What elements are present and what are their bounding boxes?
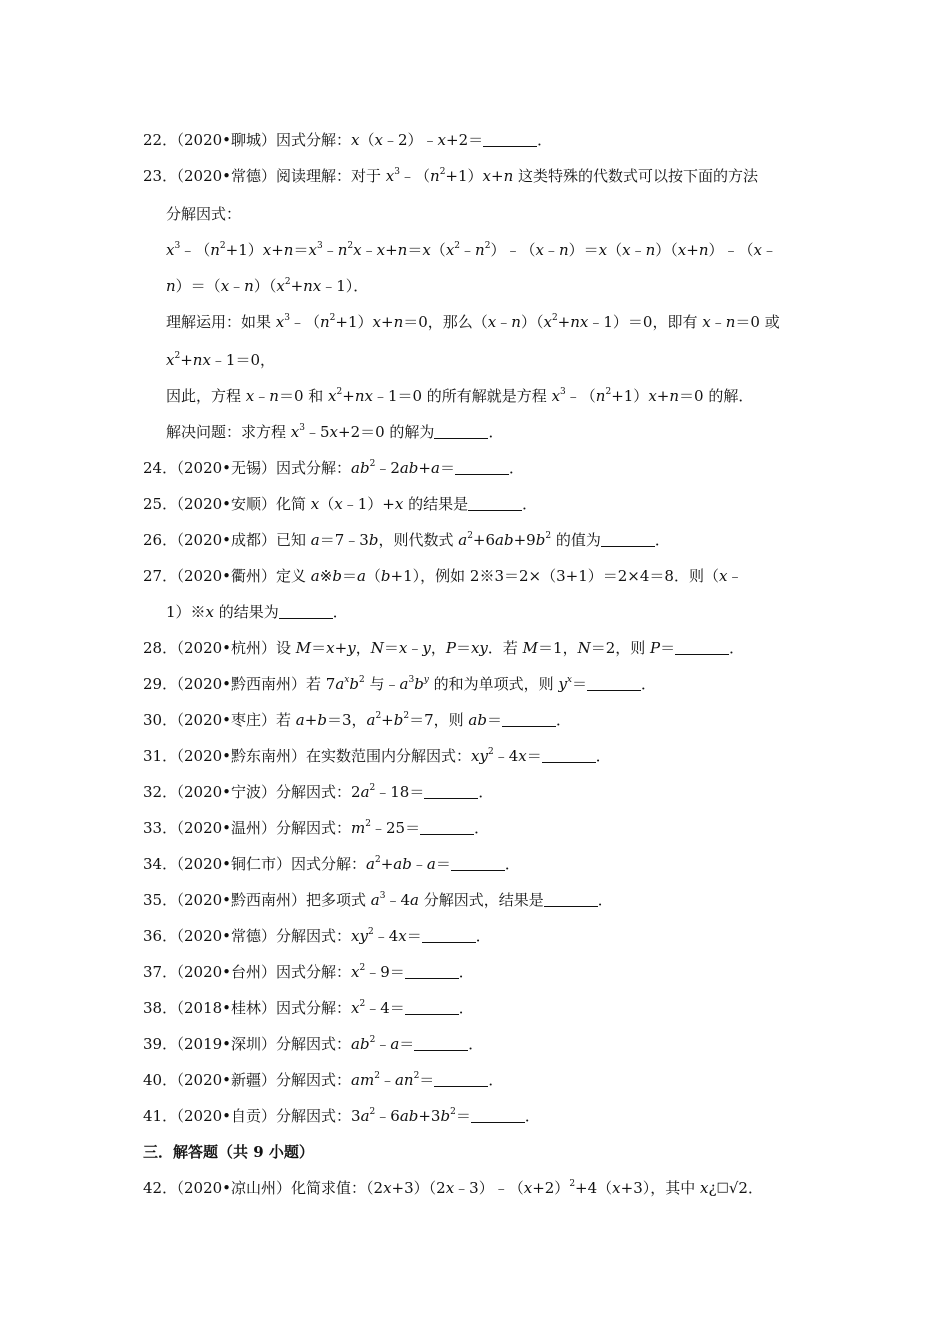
math-variable: x — [518, 747, 527, 765]
superscript — [424, 675, 429, 685]
math-variable: n — [166, 277, 176, 295]
math-variable: x — [535, 241, 544, 259]
math-variable: n — [669, 387, 680, 405]
math-variable: n — [725, 313, 736, 331]
math-variable: x — [482, 167, 492, 185]
question-continuation — [166, 240, 777, 260]
math-variable: n — [475, 241, 485, 259]
superscript: 3 — [174, 241, 181, 251]
math-variable: n — [397, 241, 408, 259]
math-variable: x — [487, 313, 497, 331]
math-variable: n — [337, 241, 348, 259]
math-variable: x — [445, 241, 455, 259]
math-variable: x — [543, 313, 552, 331]
question-number: 37． — [143, 963, 178, 981]
math-variable: nx — [192, 351, 211, 369]
answer-blank — [468, 496, 522, 511]
math-variable: a — [458, 531, 468, 549]
question-line — [143, 1034, 483, 1054]
math-variable: n — [393, 313, 404, 331]
superscript: 2 — [403, 711, 410, 721]
math-variable: N — [370, 639, 384, 657]
question-number: 34． — [143, 855, 178, 873]
question-number: 42． — [143, 1179, 178, 1197]
question-continuation — [166, 276, 368, 296]
question-text: （2020•宁波）分解因式：$2a^2﹣18=$ ． — [169, 783, 494, 801]
question-number: 41． — [143, 1107, 178, 1125]
question-number: 40． — [143, 1071, 178, 1089]
question-continuation — [166, 422, 503, 442]
math-variable: nx — [570, 313, 589, 331]
math-variable: x — [566, 675, 572, 685]
answer-blank — [542, 748, 596, 763]
math-variable: n — [595, 387, 606, 405]
answer-blank — [675, 640, 729, 655]
question-number: 25． — [143, 495, 178, 513]
math-variable: x — [329, 423, 338, 441]
answer-blank — [424, 784, 478, 799]
answer-blank — [422, 928, 476, 943]
question-number: 39． — [143, 1035, 178, 1053]
answer-blank — [502, 712, 556, 727]
math-variable: x — [220, 277, 230, 295]
superscript: 2 — [369, 459, 376, 469]
math-variable: x — [398, 639, 408, 657]
math-variable: n — [558, 241, 569, 259]
math-variable: x — [383, 1179, 392, 1197]
math-variable: x — [398, 927, 407, 945]
math-variable: x — [445, 1179, 455, 1197]
superscript: 2 — [174, 351, 181, 361]
question-text: 解决问题：求方程 $x^3﹣5x+2=0$ 的解为 ． — [166, 423, 504, 441]
superscript: 2 — [219, 241, 226, 251]
math-variable: b — [414, 675, 424, 693]
question-number: 35． — [143, 891, 178, 909]
superscript — [567, 675, 572, 685]
question-line — [143, 166, 758, 186]
superscript: 2 — [336, 387, 343, 397]
math-variable: xy — [351, 927, 368, 945]
math-variable: n — [244, 277, 254, 295]
math-variable: M — [295, 639, 312, 657]
answer-blank — [544, 892, 598, 907]
superscript: 2 — [359, 963, 366, 973]
question-text: 理解运用：如果 $x^3﹣(n^2+1)x+n=0$，那么$(x﹣n)(x^2+nx﹣1)=0$，即有 x﹣n＝0 或 — [166, 313, 780, 331]
math-variable: x — [276, 277, 285, 295]
superscript: 3 — [560, 387, 566, 397]
math-variable: an — [394, 1071, 414, 1089]
math-variable: x — [166, 241, 175, 259]
math-variable: a — [335, 675, 345, 693]
superscript: 2 — [359, 999, 366, 1009]
answer-blank — [279, 604, 333, 619]
math-variable: ab — [495, 531, 514, 549]
question-text: （2020•安顺）化简 x（x﹣1）+x 的结果是 ． — [169, 495, 538, 513]
math-variable: x — [372, 313, 381, 331]
question-text: $x^3﹣(n^2+1)x+n=x^3﹣n^2x﹣x+n=x(x^2﹣n^2)﹣(x﹣n)=x(x﹣n)(x+n)﹣(x﹣$ — [166, 241, 777, 259]
question-number: 26． — [143, 531, 178, 549]
question-continuation — [166, 602, 348, 622]
math-variable: a — [310, 531, 320, 549]
math-variable: x — [437, 131, 446, 149]
math-variable: x — [275, 313, 285, 331]
math-variable: x — [422, 241, 431, 259]
question-line — [143, 998, 474, 1018]
math-variable: ab — [351, 1035, 370, 1053]
superscript: 2 — [374, 1071, 380, 1081]
math-variable: x — [700, 1179, 709, 1197]
math-variable: P — [650, 639, 661, 657]
math-variable: xy — [470, 639, 488, 657]
question-line — [143, 1070, 503, 1090]
answer-blank — [587, 676, 641, 691]
answer-blank — [414, 1036, 468, 1051]
math-variable: x — [753, 241, 762, 259]
math-variable: a — [410, 891, 419, 909]
superscript: 2 — [367, 927, 374, 937]
math-variable: n — [269, 387, 279, 405]
superscript: 3 — [408, 675, 415, 685]
math-variable: P — [445, 639, 456, 657]
math-variable: x — [351, 131, 360, 149]
question-number: 36． — [143, 927, 178, 945]
math-variable: b — [393, 711, 404, 729]
question-number: 24． — [143, 459, 178, 477]
question-line — [143, 566, 742, 586]
question-text: （2020•黔西南州）把多项式 $a^3﹣4a$ 分解因式，结果是 ． — [169, 891, 613, 909]
question-text: （2020•新疆）分解因式：$am^2﹣an^2=$ ． — [169, 1071, 504, 1089]
math-variable: b — [349, 675, 359, 693]
question-number: 28． — [143, 639, 178, 657]
math-variable: x — [612, 1179, 621, 1197]
math-variable: a — [370, 891, 380, 909]
question-line — [143, 530, 670, 550]
section-heading: 三．解答题（共 9 小题） — [143, 1143, 314, 1161]
math-variable: a — [426, 855, 436, 873]
superscript: 2 — [374, 855, 381, 865]
math-variable: N — [577, 639, 591, 657]
math-variable: ab — [468, 711, 487, 729]
math-variable: am — [351, 1071, 375, 1089]
superscript: 2 — [439, 167, 446, 177]
superscript: 2 — [487, 747, 494, 757]
answer-blank — [455, 460, 509, 475]
math-variable: xy — [471, 747, 488, 765]
question-text: （2020•黔东南州）在实数范围内分解因式：$xy^2﹣4x=$ ． — [169, 747, 611, 765]
question-continuation — [166, 350, 275, 370]
question-continuation — [166, 312, 780, 332]
math-variable: x — [351, 999, 360, 1017]
question-line — [143, 710, 571, 730]
question-line — [143, 1106, 540, 1126]
math-variable: ab — [399, 459, 419, 477]
math-variable: x — [622, 241, 631, 259]
math-variable: x — [351, 963, 360, 981]
superscript: 2 — [605, 387, 612, 397]
math-variable: x — [551, 387, 561, 405]
math-variable: x — [310, 495, 320, 513]
superscript: 2 — [551, 313, 558, 323]
question-continuation — [166, 204, 241, 224]
question-line — [143, 638, 744, 658]
math-variable: n — [645, 241, 656, 259]
math-variable: x — [328, 387, 337, 405]
superscript: 2 — [450, 1107, 456, 1117]
question-text: （2020•黔西南州）若 $7a^xb^2$ 与$﹣a^3b^y$ 的和为单项式，则 $y^x=$ ． — [169, 675, 657, 693]
question-text: （2020•台州）因式分解：$x^2﹣9=$ ． — [169, 963, 474, 981]
question-continuation — [166, 386, 753, 406]
answer-blank — [405, 964, 459, 979]
math-variable: y — [423, 675, 429, 685]
question-line — [143, 890, 613, 910]
question-text: （2019•深圳）分解因式：$ab^2﹣a=$ ． — [169, 1035, 484, 1053]
superscript: 2 — [454, 241, 461, 251]
math-variable: x — [205, 603, 215, 621]
question-number: 27． — [143, 567, 178, 585]
math-variable: a — [360, 1107, 370, 1125]
math-variable: nx — [354, 387, 373, 405]
question-text: $x^2+nx﹣1=0$， — [166, 351, 275, 369]
question-text: $n)=(x﹣n)(x^2+nx﹣1)$． — [166, 277, 369, 295]
math-variable: x — [385, 167, 395, 185]
math-variable: x — [648, 387, 657, 405]
answer-blank — [483, 132, 537, 147]
math-variable: b — [535, 531, 546, 549]
question-line — [143, 674, 656, 694]
math-variable: x — [702, 313, 711, 331]
superscript: 3 — [299, 423, 305, 433]
question-number: 31． — [143, 747, 178, 765]
answer-blank — [601, 532, 655, 547]
question-line — [143, 782, 493, 802]
superscript: 2 — [369, 1107, 376, 1117]
math-variable: b — [368, 531, 379, 549]
math-variable: x — [598, 241, 608, 259]
question-text: （2020•凉山州）化简求值：$(2x+3)(2x﹣3)﹣(x+2)^2+4(x+3)$，其中 x¿□√2． — [169, 1179, 763, 1197]
superscript: 2 — [284, 277, 291, 287]
math-variable: a — [430, 459, 440, 477]
math-variable: x — [334, 495, 343, 513]
superscript: 2 — [329, 313, 336, 323]
superscript: 2 — [467, 531, 473, 541]
math-variable: b — [332, 567, 342, 585]
question-line — [143, 962, 474, 982]
question-line — [143, 818, 489, 838]
math-variable: a — [366, 855, 375, 873]
question-text: （2020•无锡）因式分解：$ab^2﹣2ab+a=$ ． — [169, 459, 524, 477]
answer-blank — [451, 856, 505, 871]
math-variable: n — [430, 167, 440, 185]
math-variable: a — [390, 1035, 400, 1053]
question-number: 32． — [143, 783, 178, 801]
math-variable: n — [511, 313, 521, 331]
math-variable: x — [353, 241, 362, 259]
question-text: （2020•常德）分解因式：$xy^2﹣4x=$ ． — [169, 927, 491, 945]
math-variable: x — [166, 351, 175, 369]
superscript: 2 — [369, 783, 376, 793]
question-text: 1）※x 的结果为 ． — [166, 603, 348, 621]
math-variable: x — [245, 387, 255, 405]
question-line — [143, 130, 552, 150]
math-variable: n — [503, 167, 514, 185]
question-text: （2020•铜仁市）因式分解：$a^2+ab﹣a=$ ． — [169, 855, 520, 873]
question-text: （2020•杭州）设 M＝x+y，N＝x﹣y，P＝xy．若 M＝1，N＝2，则 P＝ ． — [169, 639, 745, 657]
math-variable: n — [320, 313, 330, 331]
question-number: 22． — [143, 131, 178, 149]
math-variable: ab — [351, 459, 370, 477]
question-line — [143, 494, 537, 514]
superscript: 2 — [375, 711, 382, 721]
answer-blank — [471, 1108, 525, 1123]
math-variable: a — [366, 711, 376, 729]
math-variable: x — [326, 639, 335, 657]
superscript: 2 — [365, 819, 371, 829]
question-text: （2020•常德）阅读理解：对于 $x^3﹣(n^2+1)x+n$ 这类特殊的代数式可以按下面的方法 — [169, 167, 759, 185]
math-variable: m — [351, 819, 366, 837]
math-variable: y — [422, 639, 431, 657]
superscript: 2 — [569, 1179, 576, 1189]
answer-blank — [405, 1000, 459, 1015]
math-variable: n — [283, 241, 294, 259]
question-text: （2020•自贡）分解因式：$3a^2﹣6ab+3b^2=$ ． — [169, 1107, 540, 1125]
math-variable: a — [310, 567, 320, 585]
math-variable: x — [677, 241, 687, 259]
math-variable: a — [295, 711, 305, 729]
question-number: 38． — [143, 999, 178, 1017]
superscript: 3 — [394, 167, 400, 177]
math-variable: n — [210, 241, 220, 259]
question-text: 分解因式： — [166, 205, 242, 223]
question-line — [143, 746, 611, 766]
math-variable: x — [374, 131, 383, 149]
math-variable: b — [440, 1107, 451, 1125]
math-variable: a — [399, 675, 409, 693]
math-variable: b — [317, 711, 327, 729]
superscript: 2 — [413, 1071, 420, 1081]
question-line — [143, 1178, 763, 1198]
math-variable: x — [376, 241, 386, 259]
question-text: （2020•温州）分解因式：$m^2﹣25=$ ． — [169, 819, 490, 837]
superscript: 2 — [347, 241, 354, 251]
math-variable: M — [522, 639, 539, 657]
superscript: 3 — [379, 891, 386, 901]
math-variable: a — [356, 567, 366, 585]
superscript: 2 — [545, 531, 552, 541]
question-number: 29． — [143, 675, 178, 693]
math-variable: y — [347, 639, 356, 657]
math-variable: a — [360, 783, 370, 801]
question-text: 因此，方程 x﹣n＝0 和 $x^2+nx﹣1=0$ 的所有解就是方程 $x^3﹣(n^2+1)x+n=0$ 的解． — [166, 387, 754, 405]
question-line — [143, 458, 524, 478]
superscript: 3 — [316, 241, 323, 251]
question-text: （2020•成都）已知 a＝7﹣3b，则代数式 $a^2+6ab+9b^2$ 的值为 ． — [169, 531, 670, 549]
math-variable: x — [262, 241, 272, 259]
superscript: 3 — [284, 313, 290, 323]
question-text: （2020•衢州）定义 a※b＝a（b+1），例如 2※3＝2×（3+1）＝2×4＝8．则（x﹣ — [169, 567, 743, 585]
answer-blank — [434, 1072, 488, 1087]
superscript: 2 — [358, 675, 365, 685]
superscript: 2 — [484, 241, 491, 251]
math-variable: x — [308, 241, 317, 259]
question-number: 23． — [143, 167, 178, 185]
question-number: 33． — [143, 819, 178, 837]
math-variable: x — [718, 567, 728, 585]
math-variable: n — [698, 241, 709, 259]
answer-blank — [420, 820, 474, 835]
superscript: 2 — [369, 1035, 376, 1045]
math-variable: b — [380, 567, 391, 585]
question-number: 30． — [143, 711, 178, 729]
math-variable: y — [558, 675, 567, 693]
math-variable: x — [523, 1179, 533, 1197]
math-variable: nx — [303, 277, 322, 295]
answer-blank — [434, 424, 488, 439]
math-variable: ab — [399, 1107, 419, 1125]
math-variable: x — [344, 675, 350, 685]
math-variable: x — [394, 495, 404, 513]
question-line — [143, 854, 520, 874]
question-text: （2018•桂林）因式分解：$x^2﹣4=$ ． — [169, 999, 474, 1017]
question-text: （2020•枣庄）若 a+b＝3，$a^2+b^2=7$，则 ab＝ ． — [169, 711, 571, 729]
math-variable: ab — [393, 855, 412, 873]
question-text: （2020•聊城）因式分解：x（x﹣2）﹣x+2＝ ． — [169, 131, 553, 149]
question-line — [143, 926, 491, 946]
math-variable: x — [290, 423, 300, 441]
